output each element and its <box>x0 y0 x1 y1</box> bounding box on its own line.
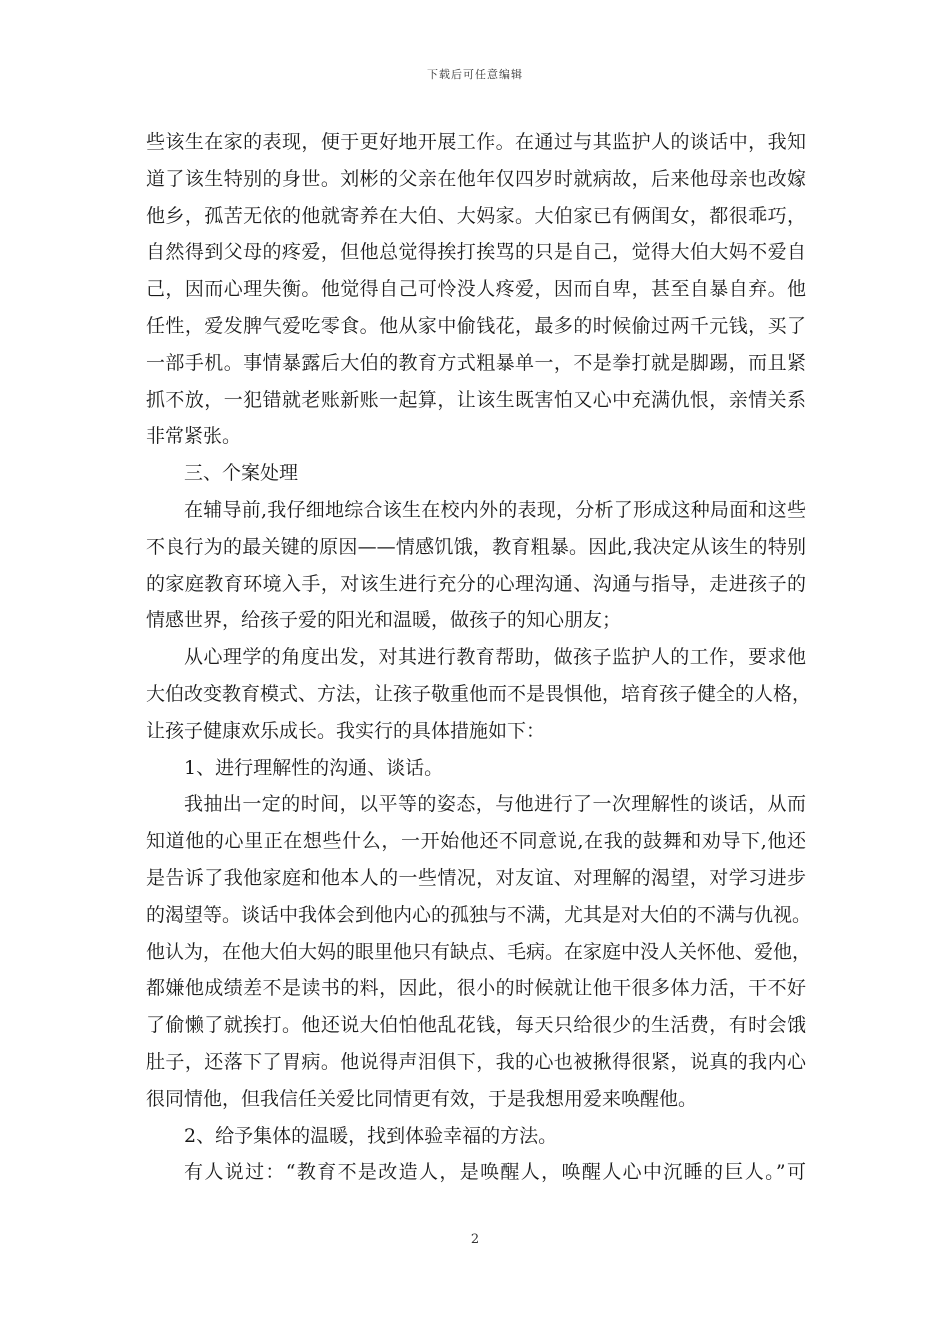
text-line: 在辅导前,我仔细地综合该生在校内外的表现，分析了形成这种局面和这些 <box>184 498 806 521</box>
text-line: 的渴望等。谈话中我体会到他内心的孤独与不满，尤其是对大伯的不满与仇视。 <box>146 903 812 926</box>
text-line: 一部手机。事情暴露后大伯的教育方式粗暴单一，不是拳打就是脚踢，而且紧 <box>146 351 806 374</box>
text-line: 情感世界，给孩子爱的阳光和温暖，做孩子的知心朋友； <box>146 609 622 632</box>
text-line: 己，因而心理失衡。他觉得自己可怜没人疼爱，因而自卑，甚至自暴自弃。他 <box>146 278 806 301</box>
text-line: 了偷懒了就挨打。他还说大伯怕他乱花钱，每天只给很少的生活费，有时会饿 <box>146 1014 806 1037</box>
text-line: 是告诉了我他家庭和他本人的一些情况，对友谊、对理解的渴望，对学习进步 <box>146 866 806 889</box>
text-line: 抓不放，一犯错就老账新账一起算，让该生既害怕又心中充满仇恨，亲情关系 <box>146 388 806 411</box>
text-line: 的家庭教育环境入手，对该生进行充分的心理沟通、沟通与指导，走进孩子的 <box>146 572 806 595</box>
text-line: 让孩子健康欢乐成长。我实行的具体措施如下： <box>146 719 546 742</box>
text-line: 肚子，还落下了胃病。他说得声泪俱下，我的心也被揪得很紧，说真的我内心 <box>146 1050 806 1073</box>
text-line: 自然得到父母的疼爱，但他总觉得挨打挨骂的只是自己，觉得大伯大妈不爱自 <box>146 241 806 264</box>
text-line: 1、进行理解性的沟通、谈话。 <box>184 756 444 779</box>
text-line: 非常紧张。 <box>146 425 242 448</box>
text-line: 三、个案处理 <box>184 462 299 485</box>
text-line: 他乡，孤苦无依的他就寄养在大伯、大妈家。大伯家已有俩闺女，都很乖巧， <box>146 204 806 227</box>
text-line: 道了该生特别的身世。刘彬的父亲在他年仅四岁时就病故，后来他母亲也改嫁 <box>146 167 806 190</box>
text-line: 大伯改变教育模式、方法，让孩子敬重他而不是畏惧他，培育孩子健全的人格， <box>146 682 812 705</box>
text-line: 些该生在家的表现，便于更好地开展工作。在通过与其监护人的谈话中，我知 <box>146 131 806 153</box>
text-line: 有人说过：“教育不是改造人，是唤醒人，唤醒人心中沉睡的巨人。”可 <box>184 1161 806 1184</box>
text-line: 2、给予集体的温暖，找到体验幸福的方法。 <box>184 1124 558 1147</box>
text-line: 我抽出一定的时间，以平等的姿态，与他进行了一次理解性的谈话，从而 <box>184 793 806 816</box>
text-line: 从心理学的角度出发，对其进行教育帮助，做孩子监护人的工作，要求他 <box>184 646 806 669</box>
text-line: 都嫌他成绩差不是读书的料，因此，很小的时候就让他干很多体力活，干不好 <box>146 977 806 1000</box>
text-line: 很同情他，但我信任关爱比同情更有效，于是我想用爱来唤醒他。 <box>146 1087 698 1110</box>
text-line: 他认为，在他大伯大妈的眼里他只有缺点、毛病。在家庭中没人关怀他、爱他， <box>146 940 812 963</box>
text-line: 知道他的心里正在想些什么，一开始他还不同意说,在我的鼓舞和劝导下,他还 <box>146 830 806 853</box>
page-header: 下载后可任意编辑 <box>427 68 523 81</box>
text-line: 不良行为的最关键的原因——情感饥饿，教育粗暴。因此,我决定从该生的特别 <box>146 535 806 558</box>
text-line: 任性，爱发脾气爱吃零食。他从家中偷钱花，最多的时候偷过两千元钱，买了 <box>146 314 806 337</box>
document-body <box>146 124 812 1191</box>
page-number: 2 <box>470 1232 480 1247</box>
